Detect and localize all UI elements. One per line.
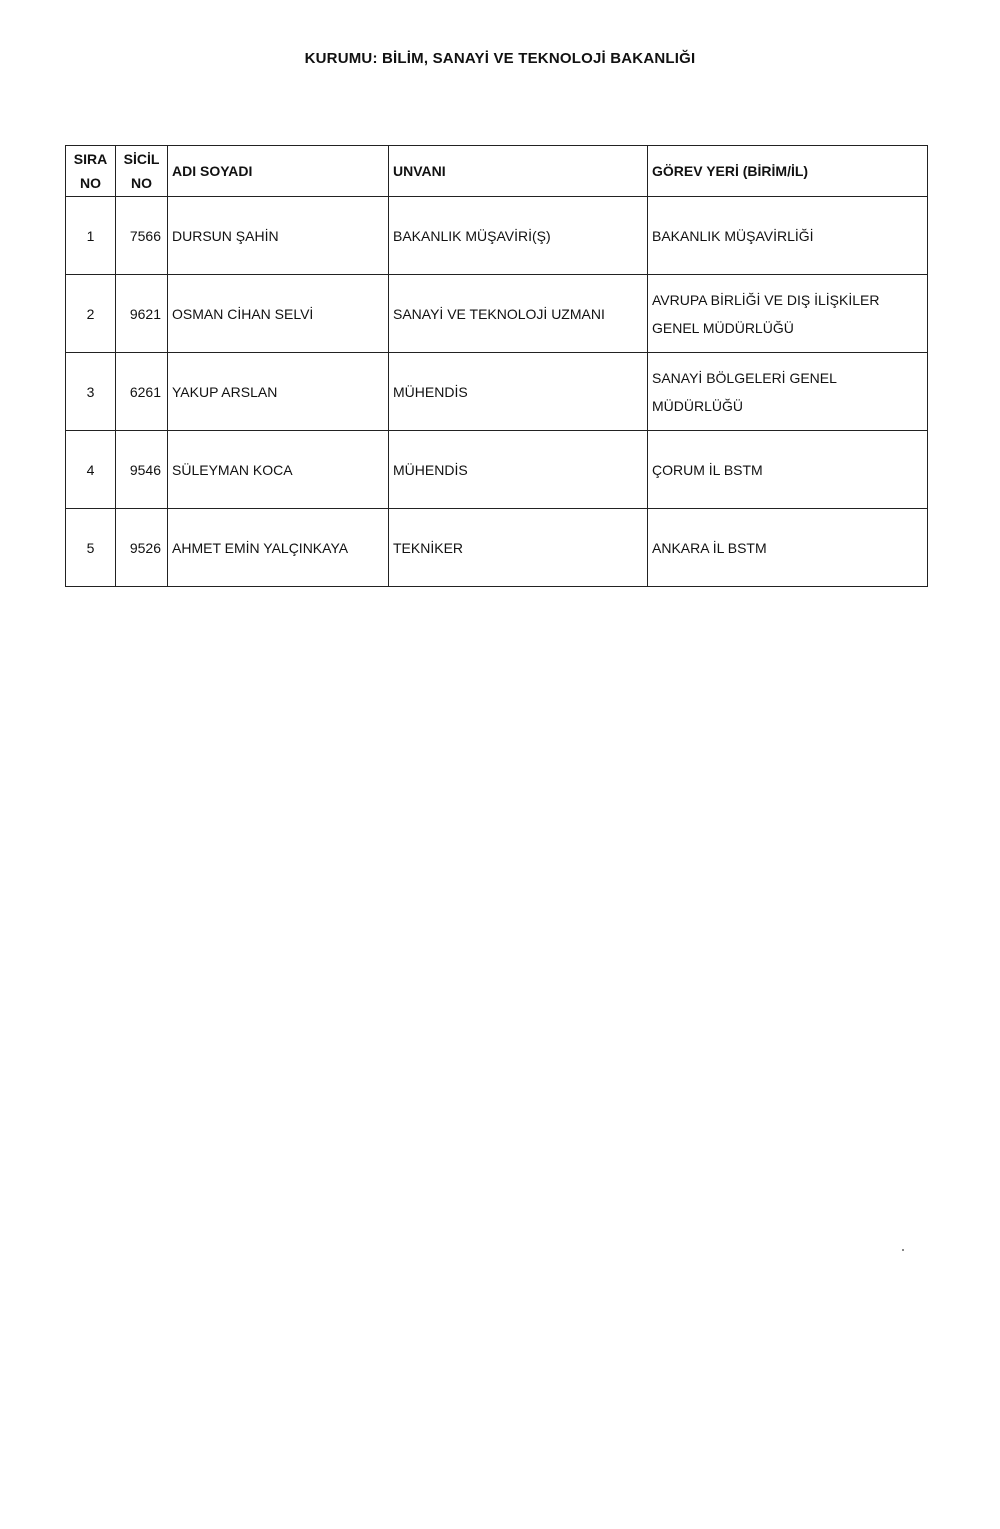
header-sicil-label: SİCİL [123, 151, 160, 167]
header-gorev-yeri: GÖREV YERİ (BİRİM/İL) [648, 146, 928, 197]
personnel-table [65, 145, 928, 587]
header-adi-soyadi: ADI SOYADI [168, 146, 389, 197]
cell-unvani: BAKANLIK MÜŞAVİRİ(Ş) [389, 197, 648, 275]
cell-sicil-no: 9526 [116, 509, 168, 587]
cell-sira-no: 2 [66, 275, 116, 353]
header-sira-label: SIRA [73, 151, 108, 167]
cell-gorev-yeri: BAKANLIK MÜŞAVİRLİĞİ [648, 197, 928, 275]
cell-sicil-no: 9621 [116, 275, 168, 353]
cell-adi-soyadi: OSMAN CİHAN SELVİ [168, 275, 389, 353]
table-row [66, 509, 928, 587]
cell-sira-no: 5 [66, 509, 116, 587]
cell-sira-no: 4 [66, 431, 116, 509]
cell-sicil-no: 9546 [116, 431, 168, 509]
cell-unvani: SANAYİ VE TEKNOLOJİ UZMANI [389, 275, 648, 353]
table-row [66, 275, 928, 353]
table-row [66, 431, 928, 509]
cell-gorev-yeri: SANAYİ BÖLGELERİ GENEL MÜDÜRLÜĞÜ [648, 353, 928, 431]
cell-gorev-yeri: AVRUPA BİRLİĞİ VE DIŞ İLİŞKİLER GENEL MÜDÜRLÜĞÜ [648, 275, 928, 353]
cell-adi-soyadi: DURSUN ŞAHİN [168, 197, 389, 275]
header-sicil-no-label: NO [131, 175, 152, 191]
header-sira-no-label: NO [80, 175, 101, 191]
table-row [66, 197, 928, 275]
cell-unvani: TEKNİKER [389, 509, 648, 587]
cell-gorev-yeri: ÇORUM İL BSTM [648, 431, 928, 509]
cell-sira-no: 1 [66, 197, 116, 275]
cell-sicil-no: 7566 [116, 197, 168, 275]
table-row [66, 353, 928, 431]
cell-adi-soyadi: SÜLEYMAN KOCA [168, 431, 389, 509]
header-sira-no [66, 146, 116, 197]
table-header-row [66, 146, 928, 197]
cell-sicil-no: 6261 [116, 353, 168, 431]
scan-speck [902, 1249, 904, 1251]
cell-adi-soyadi: YAKUP ARSLAN [168, 353, 389, 431]
page-title: KURUMU: BİLİM, SANAYİ VE TEKNOLOJİ BAKANLIĞI [304, 50, 696, 67]
cell-adi-soyadi: AHMET EMİN YALÇINKAYA [168, 509, 389, 587]
cell-sira-no: 3 [66, 353, 116, 431]
cell-gorev-yeri: ANKARA İL BSTM [648, 509, 928, 587]
cell-unvani: MÜHENDİS [389, 353, 648, 431]
header-unvani: UNVANI [389, 146, 648, 197]
header-sicil-no [116, 146, 168, 197]
cell-unvani: MÜHENDİS [389, 431, 648, 509]
